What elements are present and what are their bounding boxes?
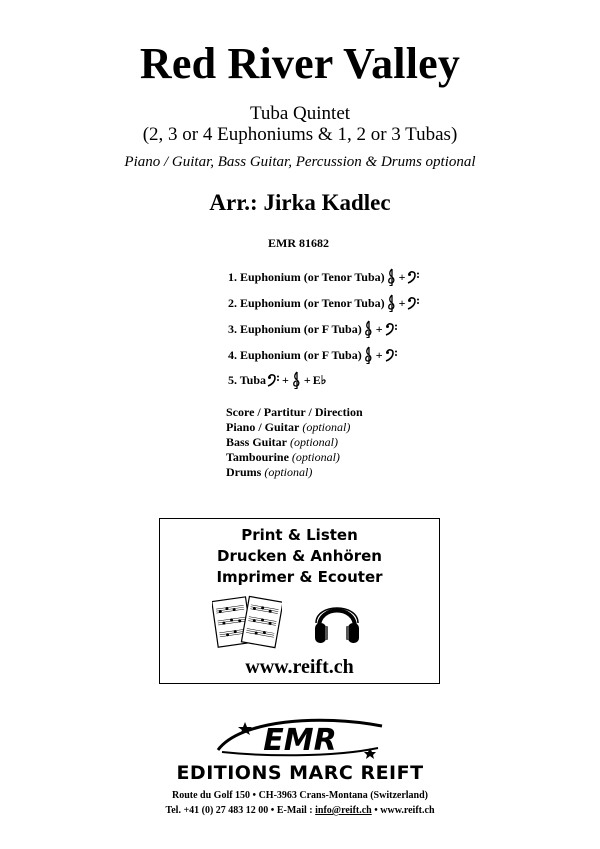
plus-sign: + (282, 372, 289, 387)
website-link[interactable]: www.reift.ch (245, 656, 354, 678)
treble-clef-icon (291, 371, 302, 389)
treble-clef-icon (386, 268, 397, 286)
catalog-number: EMR 81682 (268, 236, 329, 250)
promo-line-fr: Imprimer & Ecouter (216, 568, 383, 586)
extra-label: Score / Partitur / Direction (226, 405, 363, 419)
part-label: 2. Euphonium (or Tenor Tuba) (228, 295, 385, 310)
contact-phone: Tel. +41 (0) 27 483 12 00 • E-Mail : (165, 805, 316, 816)
extras-list (226, 405, 363, 480)
sheet-music-icon (212, 593, 282, 651)
plus-sign: + (398, 295, 406, 310)
optional-instruments-line: Piano / Guitar, Bass Guitar, Percussion & Drums optional (124, 154, 476, 170)
plus-sign: + (375, 321, 383, 336)
extra-note: (optional) (290, 435, 339, 449)
part-label: 1. Euphonium (or Tenor Tuba) (228, 269, 385, 284)
emr-logo (200, 712, 400, 762)
list-item (226, 405, 363, 420)
publisher-name: EDITIONS MARC REIFT (176, 762, 424, 784)
list-item (226, 420, 363, 435)
extra-note: (optional) (291, 450, 340, 464)
extra-label: Piano / Guitar (226, 420, 300, 434)
part-item (228, 268, 420, 286)
bass-clef-icon (385, 348, 398, 362)
list-item (226, 465, 363, 480)
promo-line-en: Print & Listen (241, 526, 358, 544)
logo-text: EMR (263, 723, 337, 758)
part-item (228, 371, 326, 389)
arranger: Arr.: Jirka Kadlec (209, 190, 391, 215)
bass-clef-icon (385, 322, 398, 336)
contact-website: • www.reift.ch (371, 805, 435, 816)
plus-sign: + (303, 372, 311, 387)
list-item (226, 450, 363, 465)
extra-note: (optional) (264, 465, 313, 479)
plus-sign: + (375, 347, 383, 362)
headphones-icon (312, 595, 362, 647)
part-label: 4. Euphonium (or F Tuba) (228, 347, 362, 362)
instrumentation: (2, 3 or 4 Euphoniums & 1, 2 or 3 Tubas) (142, 124, 458, 145)
part-item (228, 320, 398, 338)
publisher-address: Route du Golf 150 • CH-3963 Crans-Montana (Switzerland) (172, 790, 428, 801)
bass-clef-icon (407, 296, 420, 310)
part-item (228, 294, 420, 312)
treble-clef-icon (363, 320, 374, 338)
print-listen-box (159, 518, 440, 684)
extra-label: Tambourine (226, 450, 289, 464)
part-label: 3. Euphonium (or F Tuba) (228, 321, 362, 336)
plus-sign: + (398, 269, 406, 284)
list-item (226, 435, 363, 450)
treble-clef-icon (363, 346, 374, 364)
tuba-key-suffix: E♭ (312, 372, 327, 387)
extra-note: (optional) (302, 420, 351, 434)
email-link[interactable]: info@reift.ch (315, 805, 372, 816)
extra-label: Drums (226, 465, 262, 479)
promo-line-de: Drucken & Anhören (217, 547, 382, 565)
publisher-contact (0, 805, 600, 816)
bass-clef-icon (407, 270, 420, 284)
title: Red River Valley (139, 39, 461, 88)
part-item (228, 346, 398, 364)
bass-clef-icon (267, 373, 280, 387)
extra-label: Bass Guitar (226, 435, 288, 449)
part-label: 5. Tuba (228, 372, 267, 387)
treble-clef-icon (386, 294, 397, 312)
subtitle: Tuba Quintet (249, 103, 351, 124)
